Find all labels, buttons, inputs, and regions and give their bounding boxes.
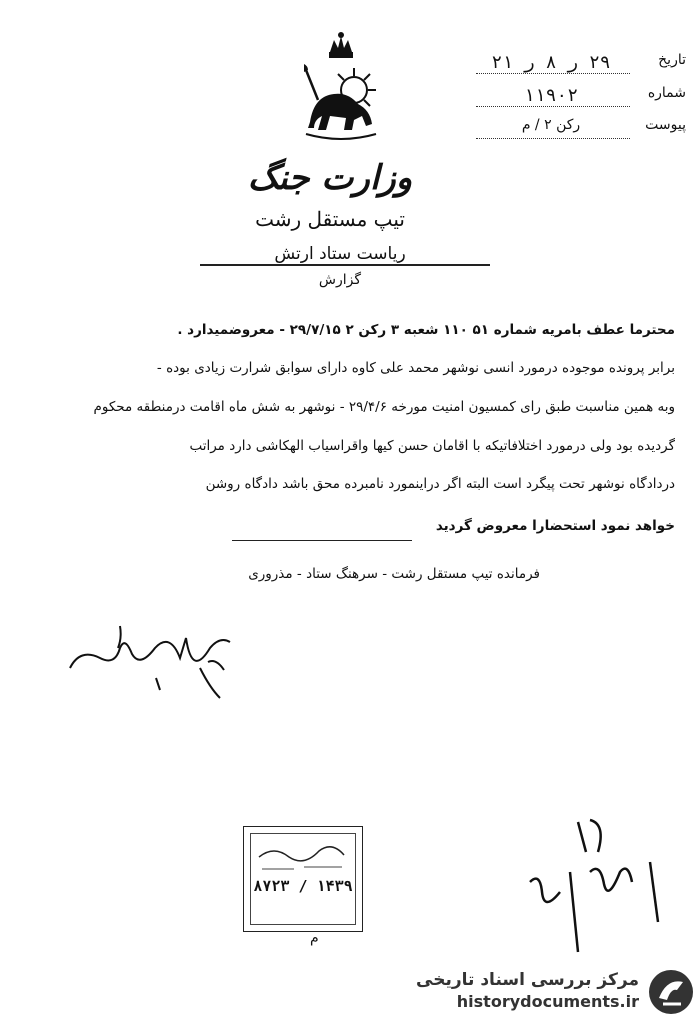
body-line-6: خواهد نمود استحضارا معروض گردید: [435, 518, 675, 534]
number-value: ۱۱۹۰۲: [523, 85, 579, 106]
lion-and-sun-emblem: [296, 30, 386, 140]
registry-stamp: [243, 826, 363, 932]
attachment-underline: [476, 138, 630, 139]
handwritten-signature: [60, 618, 260, 708]
attachment-label: پیوست: [645, 117, 686, 133]
date-field: [476, 52, 686, 76]
stamp-scribble: [254, 837, 349, 877]
signer-line: فرمانده تیپ مستقل رشت - سرهنگ ستاد - مذروری: [248, 566, 540, 582]
archive-url: historydocuments.ir: [456, 992, 639, 1011]
handwritten-note: [520, 812, 670, 962]
body-line-3: وبه همین مناسبت طبق رای کمسیون امنیت مورخه ۲۹/۴/۶ - نوشهر به شش ماه اقامت درمنطقه محکوم: [93, 399, 675, 415]
attachment-value: رکن ۲ / م: [521, 117, 581, 133]
department-underline: [200, 264, 490, 266]
body-line-1: محترما عطف بامریه شماره ۵۱ ۱۱۰ شعبه ۳ رکن ۲ ۲۹/۷/۱۵ - معروضمیدارد .: [177, 322, 675, 338]
report-heading: گزارش: [318, 272, 362, 288]
department-title: ریاست ستاد ارتش: [274, 244, 406, 264]
date-value: ۲۹ ر ۸ ر ۲۱: [491, 52, 611, 73]
stamp-number: ۱۴۳۹ / ۸۷۲۳: [253, 877, 353, 895]
number-field: [476, 85, 686, 109]
archive-title: مرکز بررسی اسناد تاریخی: [416, 970, 639, 990]
body-line-4: گردیده بود ولی درمورد اختلافاتیکه با اقامان حسن کیها واقراسیاب الهکاشی دارد مراتب: [189, 438, 675, 454]
body-line-5: دردادگاه نوشهر تحت پیگرد است البته اگر دراینمورد نامبرده محق باشد دادگاه روشن: [205, 476, 675, 492]
number-label: شماره: [647, 85, 686, 101]
archive-logo-icon: [647, 968, 695, 1016]
unit-title: تیپ مستقل رشت: [255, 207, 405, 231]
number-underline: [476, 106, 630, 107]
attachment-field: [476, 117, 686, 141]
closing-underline: [232, 540, 412, 541]
date-label: تاریخ: [658, 52, 686, 68]
body-line-2: برابر پرونده موجوده درمورد انسی نوشهر محمد علی کاوه دارای سوابق شرارت زیادی بوده -: [156, 360, 675, 376]
archive-watermark: [410, 968, 695, 1016]
date-underline: [476, 73, 630, 74]
ministry-title: وزارت جنگ: [247, 158, 413, 198]
stamp-note: م: [310, 930, 319, 946]
